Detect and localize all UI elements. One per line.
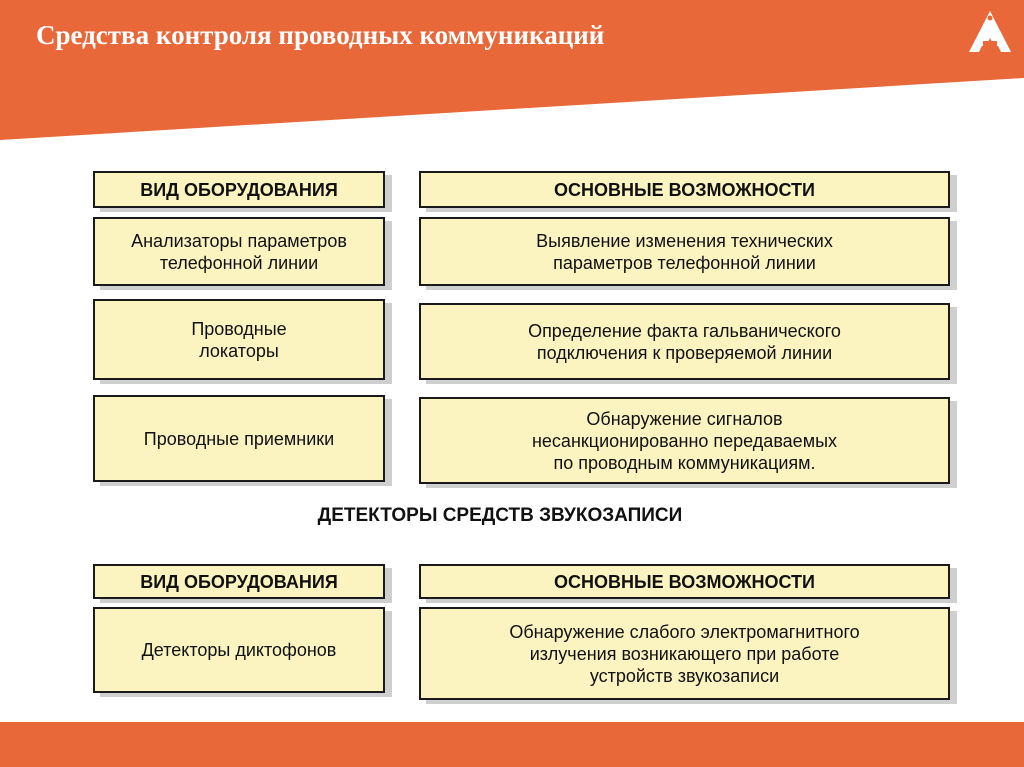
capability-cell-dictaphone-detectors: Обнаружение слабого электромагнитного излучения возникающего при работе устройств звукозаписи [419, 607, 950, 700]
section1-capability-header: ОСНОВНЫЕ ВОЗМОЖНОСТИ [419, 171, 950, 208]
equipment-cell-dictaphone-detectors: Детекторы диктофонов [93, 607, 385, 693]
triangle-a-logo-icon [965, 8, 1015, 58]
capability-cell-wire-locators: Определение факта гальванического подключения к проверяемой линии [419, 303, 950, 380]
section2-title: ДЕТЕКТОРЫ СРЕДСТВ ЗВУКОЗАПИСИ [317, 505, 683, 526]
capability-cell-wire-receivers: Обнаружение сигналов несанкционированно передаваемых по проводным коммуникациям. [419, 397, 950, 484]
section2-equipment-header: ВИД ОБОРУДОВАНИЯ [93, 564, 385, 599]
section1-equipment-header: ВИД ОБОРУДОВАНИЯ [93, 171, 385, 208]
equipment-cell-wire-receivers: Проводные приемники [93, 395, 385, 482]
section2-capability-header: ОСНОВНЫЕ ВОЗМОЖНОСТИ [419, 564, 950, 599]
equipment-cell-phone-analyzers: Анализаторы параметров телефонной линии [93, 217, 385, 286]
slide-title: Средства контроля проводных коммуникаций [36, 20, 605, 50]
footer-bar [0, 722, 1024, 767]
equipment-cell-wire-locators: Проводные локаторы [93, 299, 385, 380]
capability-cell-phone-analyzers: Выявление изменения технических параметров телефонной линии [419, 217, 950, 286]
